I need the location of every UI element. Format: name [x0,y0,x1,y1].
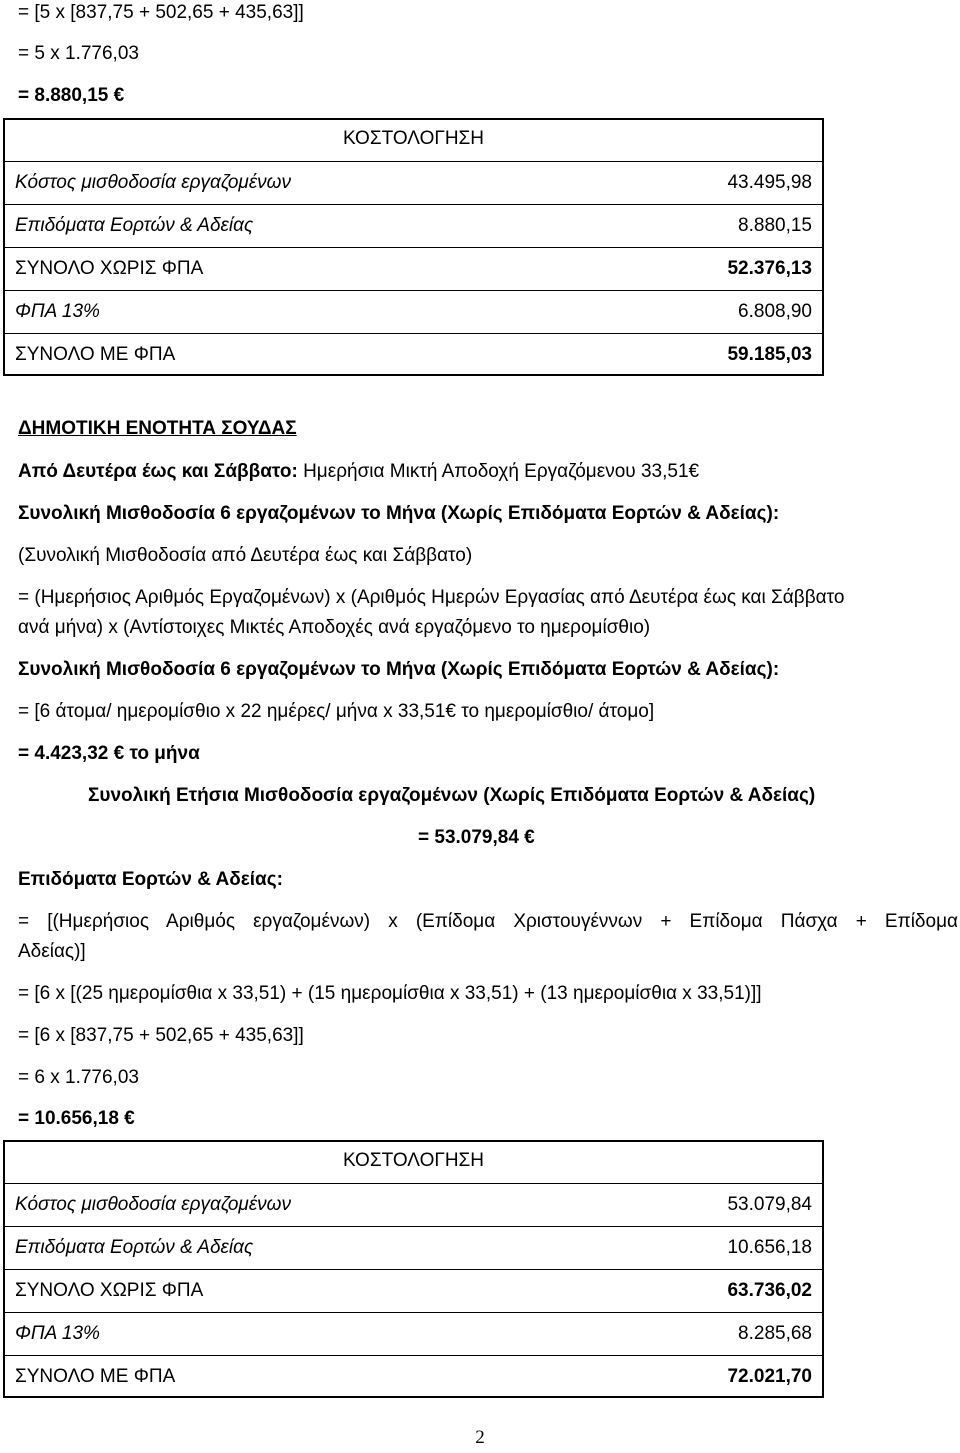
monthly-total: = 4.423,32 € το μήνα [18,743,200,764]
schedule-text: Ημερήσια Μικτή Αποδοχή Εργαζόμενου 33,51€ [303,461,700,482]
cost-row-value: 59.185,03 [727,344,812,365]
cost-row-label: Επιδόματα Εορτών & Αδείας [15,1237,254,1258]
cost-table [3,118,824,376]
cost-row [5,1355,822,1399]
cost-row [5,1312,822,1356]
allowances-total: = 10.656,18 € [18,1108,135,1129]
cost-row-label: ΣΥΝΟΛΟ ΜΕ ΦΠΑ [15,1366,176,1387]
cost-table-header [5,120,822,161]
schedule-label: Από Δευτέρα έως και Σάββατο: [18,461,298,482]
cost-row [5,1183,822,1227]
cost-row-label: Κόστος μισθοδοσία εργαζομένων [15,1194,291,1215]
cost-row-label: ΣΥΝΟΛΟ ΧΩΡΙΣ ΦΠΑ [15,258,204,279]
cost-row-label: ΦΠΑ 13% [15,1323,100,1344]
calc-line: = [5 x [837,75 + 502,65 + 435,63]] [18,2,304,23]
cost-row-value: 8.880,15 [738,215,812,236]
payroll-heading: Συνολική Μισθοδοσία 6 εργαζομένων το Μήνα (Χωρίς Επιδόματα Εορτών & Αδείας): [18,503,780,524]
annual-total: = 53.079,84 € [418,827,535,848]
cost-row-value: 63.736,02 [727,1280,812,1301]
cost-row-label: ΣΥΝΟΛΟ ΜΕ ΦΠΑ [15,344,176,365]
cost-row-label: ΣΥΝΟΛΟ ΧΩΡΙΣ ΦΠΑ [15,1280,204,1301]
cost-row-label: ΦΠΑ 13% [15,301,100,322]
cost-row [5,247,822,291]
formula-line: = (Ημερήσιος Αριθμός Εργαζομένων) x (Αριθμός Ημερών Εργασίας από Δευτέρα έως και Σάββατο [18,587,845,608]
cost-row [5,204,822,248]
calc-total: = 8.880,15 € [18,85,125,106]
calc-line: = [6 x [(25 ημερομίσθια x 33,51) + (15 ημερομίσθια x 33,51) + (13 ημερομίσθια x 33,51)]] [18,983,762,1004]
cost-row [5,1226,822,1270]
allowances-heading: Επιδόματα Εορτών & Αδείας: [18,869,283,890]
calc-line: = [6 x [837,75 + 502,65 + 435,63]] [18,1025,304,1046]
cost-table-title: ΚΟΣΤΟΛΟΓΗΣΗ [342,1150,485,1171]
cost-row-label: Επιδόματα Εορτών & Αδείας [15,215,254,236]
cost-table-title: ΚΟΣΤΟΛΟΓΗΣΗ [342,128,485,149]
payroll-subtitle: (Συνολική Μισθοδοσία από Δευτέρα έως και Σάββατο) [18,545,473,566]
cost-row [5,290,822,334]
cost-row-value: 52.376,13 [727,258,812,279]
cost-row [5,161,822,205]
cost-table-header [5,1142,822,1183]
cost-row-value: 72.021,70 [727,1366,812,1387]
cost-row-label: Κόστος μισθοδοσία εργαζομένων [15,172,291,193]
formula-line: ανά μήνα) x (Αντίστοιχες Μικτές Αποδοχές ανά εργαζόμενο το ημερομίσθιο) [18,617,651,638]
calc-line: = [6 άτομα/ ημερομίσθιο x 22 ημέρες/ μήνα x 33,51€ το ημερομίσθιο/ άτομο] [18,701,655,722]
cost-row [5,333,822,377]
cost-row-value: 43.495,98 [727,172,812,193]
cost-row-value: 6.808,90 [738,301,812,322]
section-heading: ΔΗΜΟΤΙΚΗ ΕΝΟΤΗΤΑ ΣΟΥΔΑΣ [18,418,297,439]
cost-row [5,1269,822,1313]
schedule-line [18,461,699,483]
allowances-formula-cont: Αδείας)] [18,941,86,962]
allowances-formula: = [(Ημερήσιος Αριθμός εργαζομένων) x (Επίδομα Χριστουγέννων + Επίδομα Πάσχα + Επίδομα [18,911,958,932]
cost-table [3,1140,824,1398]
cost-row-value: 10.656,18 [727,1237,812,1258]
calc-line: = 6 x 1.776,03 [18,1067,139,1088]
page-number: 2 [475,1427,485,1448]
cost-row-value: 8.285,68 [738,1323,812,1344]
cost-row-value: 53.079,84 [727,1194,812,1215]
calc-line: = 5 x 1.776,03 [18,43,139,64]
annual-heading: Συνολική Ετήσια Μισθοδοσία εργαζομένων (Χωρίς Επιδόματα Εορτών & Αδείας) [88,785,816,806]
payroll-heading: Συνολική Μισθοδοσία 6 εργαζομένων το Μήνα (Χωρίς Επιδόματα Εορτών & Αδείας): [18,659,780,680]
